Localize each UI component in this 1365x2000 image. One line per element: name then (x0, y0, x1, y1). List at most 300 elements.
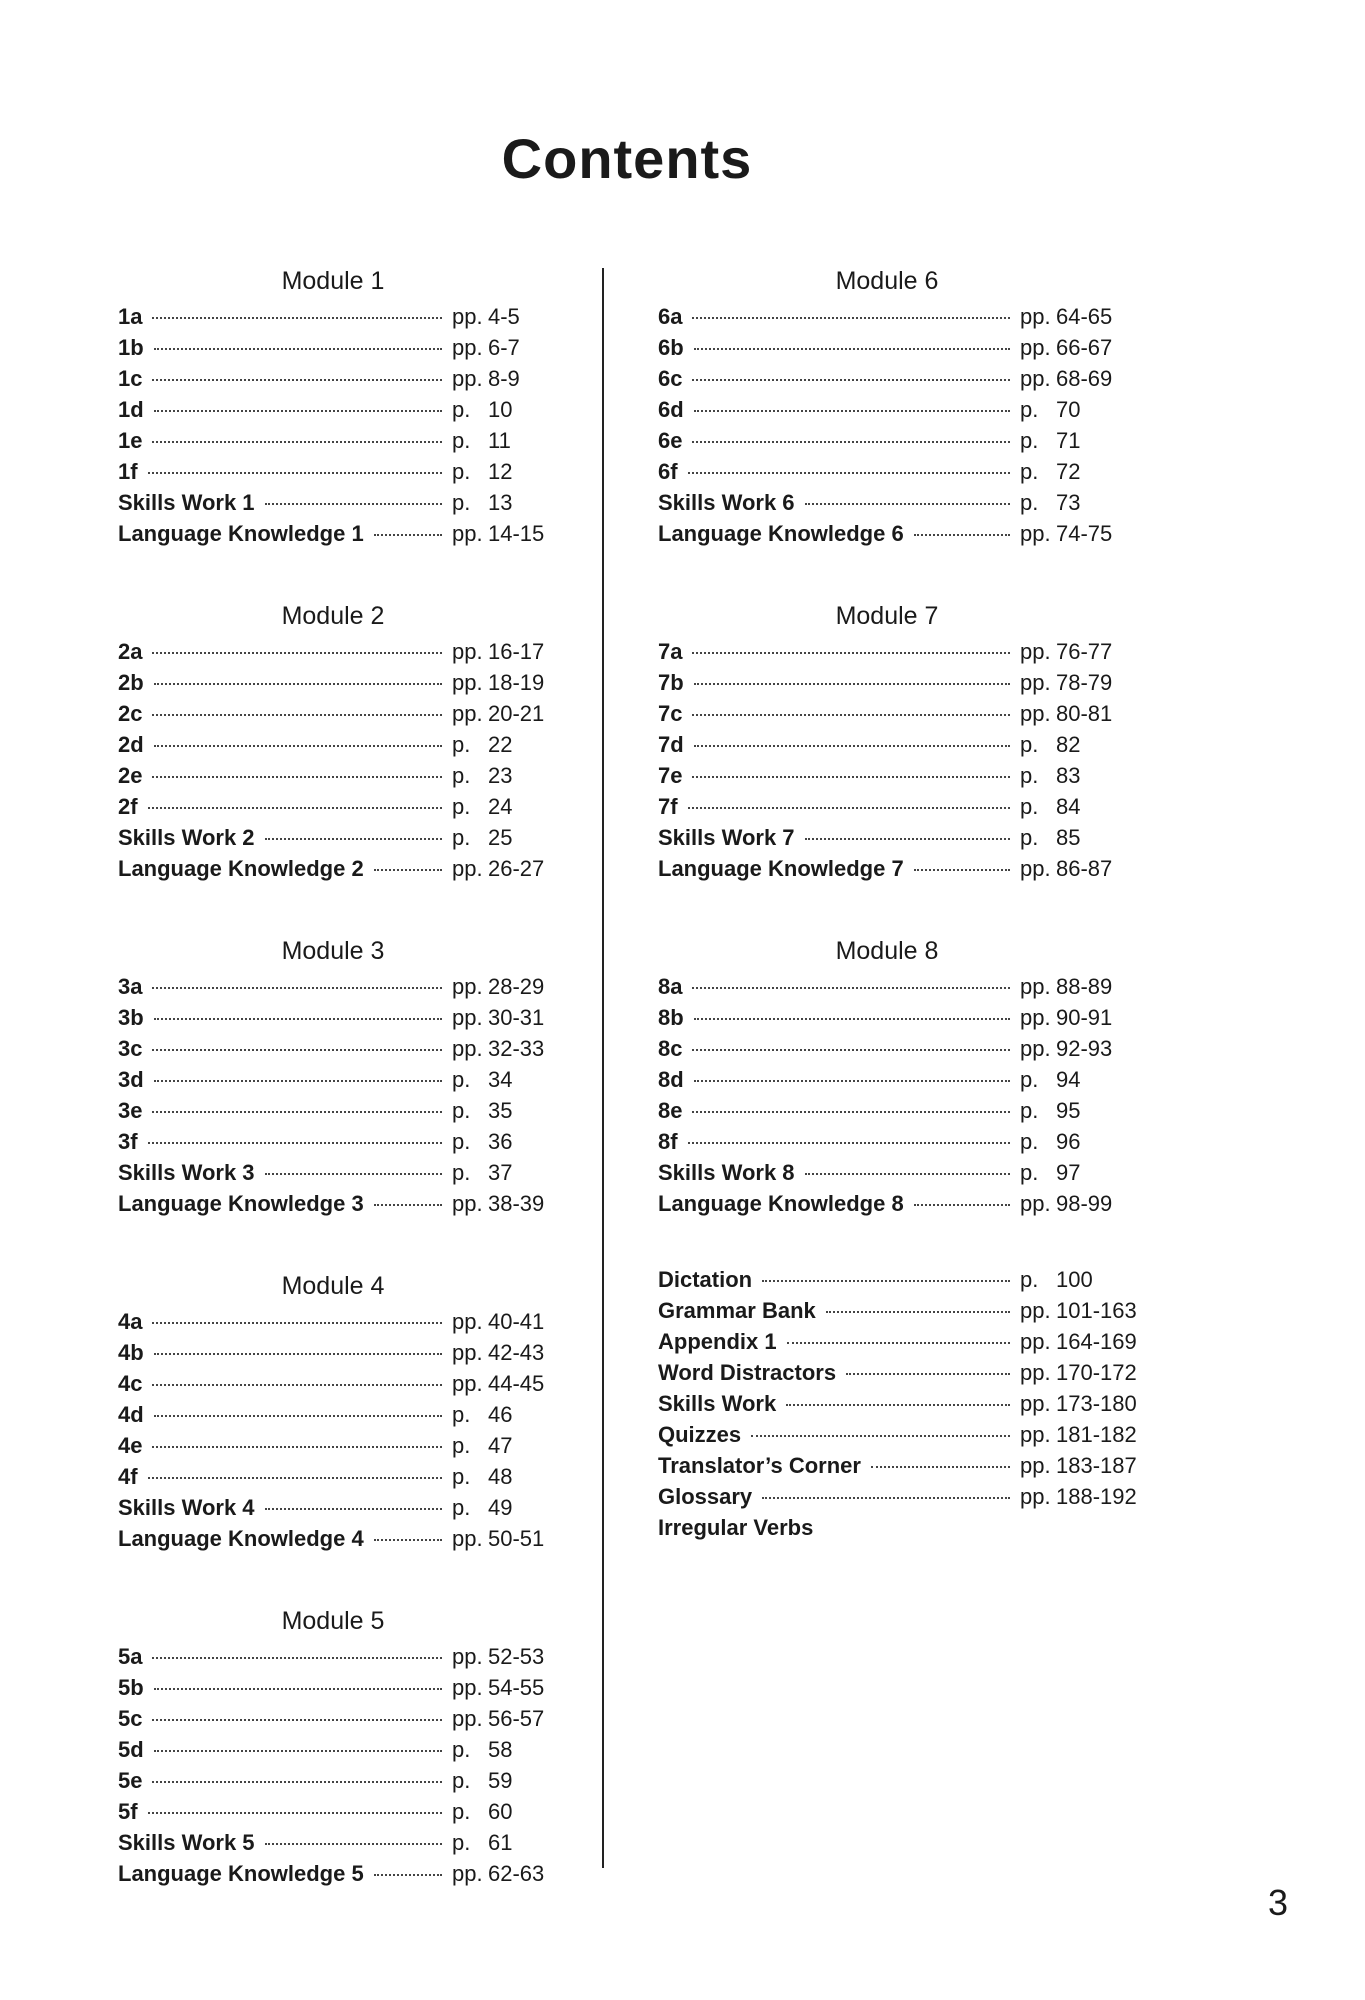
toc-entry[interactable] (118, 1861, 568, 1892)
module-title: Module 2 (281, 602, 385, 630)
entry-label: Language Knowledge 7 (658, 856, 904, 881)
dot-leader (762, 1280, 1010, 1282)
entry-label: 4e (118, 1433, 143, 1458)
entry-label: 3a (118, 974, 143, 999)
dot-leader (692, 987, 1010, 989)
page-range: 66-67 (1056, 335, 1113, 360)
toc-entry[interactable] (118, 701, 568, 732)
entry-label: Word Distractors (658, 1360, 837, 1385)
toc-entry[interactable] (118, 670, 568, 701)
toc-entry[interactable] (658, 1129, 1136, 1160)
toc-entry[interactable] (118, 1191, 568, 1222)
page-prefix: p. (452, 1067, 471, 1092)
page-prefix: pp. (1020, 701, 1051, 726)
page-range: 36 (488, 1129, 513, 1154)
dot-leader (692, 441, 1010, 443)
page-prefix: p. (452, 428, 471, 453)
dot-leader (152, 1049, 442, 1051)
dot-leader (265, 1173, 442, 1175)
entry-label: 4d (118, 1402, 144, 1427)
dot-leader (374, 869, 442, 871)
page-range: 98-99 (1056, 1191, 1113, 1216)
page-range: 181-182 (1056, 1422, 1137, 1447)
dot-leader (374, 534, 442, 536)
dot-leader (374, 1539, 442, 1541)
entry-label: 7f (658, 794, 678, 819)
page-prefix: p. (452, 1768, 471, 1793)
entry-label: 1f (118, 459, 138, 484)
toc-entry[interactable] (118, 856, 568, 887)
page-prefix: pp. (1020, 639, 1051, 664)
toc-entry[interactable] (118, 1644, 568, 1675)
toc-entry[interactable] (658, 1098, 1136, 1129)
toc-entry[interactable] (658, 1191, 1136, 1222)
entry-label: 4a (118, 1309, 143, 1334)
page-prefix: p. (1020, 763, 1039, 788)
toc-entry[interactable] (658, 1453, 1136, 1484)
toc-entry[interactable] (658, 304, 1136, 335)
entry-label: 4c (118, 1371, 143, 1396)
dot-leader (692, 652, 1010, 654)
dot-leader (152, 1719, 442, 1721)
page-range: 60 (488, 1799, 513, 1824)
dot-leader (694, 1080, 1010, 1082)
page-prefix: p. (452, 1830, 471, 1855)
page-range: 188-192 (1056, 1484, 1137, 1509)
entry-label: Skills Work 2 (118, 825, 255, 850)
dot-leader (694, 348, 1010, 350)
module-section (658, 932, 1136, 1222)
dot-leader (154, 745, 442, 747)
dot-leader (374, 1874, 442, 1876)
page-range: 13 (488, 490, 513, 515)
entry-label: Language Knowledge 1 (118, 521, 364, 546)
page-prefix: pp. (452, 974, 483, 999)
page-prefix: pp. (452, 1526, 483, 1551)
entry-label: Language Knowledge 6 (658, 521, 904, 546)
entry-label: Quizzes (658, 1422, 742, 1447)
page-prefix: pp. (452, 1675, 483, 1700)
toc-entry[interactable] (658, 1036, 1136, 1067)
toc-entry[interactable] (118, 1067, 568, 1098)
dot-leader (152, 1322, 442, 1324)
entry-label: 5d (118, 1737, 144, 1762)
dot-leader (152, 776, 442, 778)
page-range: 47 (488, 1433, 513, 1458)
page-prefix: pp. (452, 856, 483, 881)
page-range: 28-29 (488, 974, 545, 999)
page-prefix: pp. (452, 521, 483, 546)
page-prefix: pp. (452, 366, 483, 391)
page-range: 11 (488, 428, 511, 453)
entry-label: Language Knowledge 4 (118, 1526, 364, 1551)
entry-label: 5e (118, 1768, 143, 1793)
toc-entry[interactable] (118, 1098, 568, 1129)
dot-leader (914, 534, 1010, 536)
entry-label: Dictation (658, 1267, 753, 1292)
toc-entry[interactable] (118, 763, 568, 794)
toc-entry[interactable] (118, 1799, 568, 1830)
dot-leader (688, 472, 1010, 474)
dot-leader (692, 317, 1010, 319)
page-range: 38-39 (488, 1191, 545, 1216)
entry-label: Language Knowledge 8 (658, 1191, 904, 1216)
page-prefix: pp. (1020, 304, 1051, 329)
page-range: 100 (1056, 1267, 1093, 1292)
page-prefix: p. (452, 1799, 471, 1824)
page-title: Contents (501, 127, 753, 190)
toc-entry[interactable] (658, 1067, 1136, 1098)
page-prefix: pp. (1020, 670, 1051, 695)
dot-leader (148, 472, 442, 474)
toc-entry[interactable] (118, 459, 568, 490)
dot-leader (148, 1812, 442, 1814)
page-range: 170-172 (1056, 1360, 1137, 1385)
page-range: 86-87 (1056, 856, 1113, 881)
module-section (118, 1267, 568, 1557)
page-prefix: pp. (452, 1706, 483, 1731)
page-range: 12 (488, 459, 513, 484)
toc-entry[interactable] (118, 1464, 568, 1495)
module-section (118, 932, 568, 1222)
page-range: 183-187 (1056, 1453, 1137, 1478)
dot-leader (154, 683, 442, 685)
toc-entry[interactable] (658, 1329, 1136, 1360)
page-range: 14-15 (488, 521, 545, 546)
dot-leader (152, 1111, 442, 1113)
entry-label: 2c (118, 701, 143, 726)
dot-leader (692, 1111, 1010, 1113)
page-prefix: pp. (452, 335, 483, 360)
dot-leader (786, 1404, 1010, 1406)
page-range: 18-19 (488, 670, 545, 695)
page-range: 90-91 (1056, 1005, 1113, 1030)
page-prefix: pp. (452, 1861, 483, 1886)
toc-entry[interactable] (118, 490, 568, 521)
entry-label: 6e (658, 428, 683, 453)
toc-entry[interactable] (658, 335, 1136, 366)
page-prefix: p. (452, 1098, 471, 1123)
entry-label: 7b (658, 670, 684, 695)
toc-entry[interactable] (658, 1005, 1136, 1036)
dot-leader (694, 1018, 1010, 1020)
dot-leader (265, 1508, 442, 1510)
toc-entry[interactable] (118, 1675, 568, 1706)
entry-label: 1d (118, 397, 144, 422)
page-range: 10 (488, 397, 513, 422)
toc-entry[interactable] (118, 1036, 568, 1067)
toc-entry[interactable] (658, 732, 1136, 763)
module-title: Module 1 (281, 267, 385, 295)
toc-entry[interactable] (118, 1340, 568, 1371)
page-prefix: p. (452, 1402, 471, 1427)
toc-entry[interactable] (658, 670, 1136, 701)
page-prefix: p. (452, 732, 471, 757)
toc-entry[interactable] (118, 794, 568, 825)
toc-entry[interactable] (658, 397, 1136, 428)
toc-entry[interactable] (118, 1005, 568, 1036)
entry-label: 7d (658, 732, 684, 757)
entry-label: 5b (118, 1675, 144, 1700)
dot-leader (688, 1142, 1010, 1144)
toc-entry[interactable] (658, 763, 1136, 794)
module-section (118, 1602, 568, 1892)
toc-entry[interactable] (118, 1830, 568, 1861)
page-prefix: p. (452, 1433, 471, 1458)
entry-label: Skills Work 8 (658, 1160, 795, 1185)
dot-leader (148, 807, 442, 809)
toc-entry[interactable] (658, 701, 1136, 732)
dot-leader (846, 1373, 1010, 1375)
toc-entry[interactable] (118, 825, 568, 856)
toc-entry[interactable] (658, 1391, 1136, 1422)
page-prefix: p. (452, 1495, 471, 1520)
toc-entry[interactable] (118, 1371, 568, 1402)
toc-entry[interactable] (658, 490, 1136, 521)
page-prefix: p. (452, 825, 471, 850)
module-section (118, 597, 568, 887)
entry-label: 1a (118, 304, 143, 329)
page-prefix: p. (1020, 1267, 1039, 1292)
toc-entry[interactable] (118, 732, 568, 763)
entry-label: 6c (658, 366, 683, 391)
toc-entry[interactable] (658, 1515, 1136, 1546)
toc-entry[interactable] (118, 428, 568, 459)
module-title: Module 7 (835, 602, 939, 630)
entry-label: 5a (118, 1644, 143, 1669)
page-prefix: pp. (1020, 521, 1051, 546)
page-range: 94 (1056, 1067, 1081, 1092)
dot-leader (692, 776, 1010, 778)
dot-leader (154, 1415, 442, 1417)
page-range: 6-7 (488, 335, 520, 360)
dot-leader (692, 714, 1010, 716)
page-prefix: pp. (1020, 1360, 1051, 1385)
entry-label: Language Knowledge 2 (118, 856, 364, 881)
toc-entry[interactable] (118, 1402, 568, 1433)
toc-entry[interactable] (658, 366, 1136, 397)
page-prefix: pp. (452, 1005, 483, 1030)
entry-label: 1b (118, 335, 144, 360)
toc-entry[interactable] (118, 1433, 568, 1464)
page-range: 48 (488, 1464, 513, 1489)
entry-label: 3f (118, 1129, 138, 1154)
page-range: 16-17 (488, 639, 545, 664)
page-prefix: pp. (1020, 856, 1051, 881)
dot-leader (692, 1049, 1010, 1051)
entry-label: Skills Work 3 (118, 1160, 255, 1185)
toc-entry[interactable] (118, 1526, 568, 1557)
page-prefix: p. (452, 459, 471, 484)
entry-label: 2f (118, 794, 138, 819)
page-prefix: pp. (452, 1036, 483, 1061)
page-range: 72 (1056, 459, 1081, 484)
dot-leader (152, 652, 442, 654)
page-range: 85 (1056, 825, 1081, 850)
dot-leader (152, 1781, 442, 1783)
page-prefix: pp. (1020, 335, 1051, 360)
toc-entry[interactable] (658, 639, 1136, 670)
page-range: 173-180 (1056, 1391, 1137, 1416)
toc-entry[interactable] (118, 1768, 568, 1799)
page-prefix: p. (1020, 825, 1039, 850)
page-prefix: pp. (1020, 366, 1051, 391)
entry-label: Skills Work (658, 1391, 777, 1416)
toc-entry[interactable] (658, 428, 1136, 459)
page-range: 54-55 (488, 1675, 545, 1700)
toc-entry[interactable] (118, 366, 568, 397)
toc-entry[interactable] (658, 459, 1136, 490)
toc-entry[interactable] (658, 974, 1136, 1005)
page-range: 40-41 (488, 1309, 545, 1334)
toc-entry[interactable] (118, 1160, 568, 1191)
page-prefix: pp. (1020, 1484, 1051, 1509)
dot-leader (154, 410, 442, 412)
dot-leader (805, 1173, 1010, 1175)
entry-label: Skills Work 4 (118, 1495, 255, 1520)
toc-entry[interactable] (658, 1298, 1136, 1329)
toc-entry[interactable] (118, 397, 568, 428)
page-prefix: p. (1020, 397, 1039, 422)
page-prefix: pp. (452, 670, 483, 695)
page-prefix: pp. (452, 1309, 483, 1334)
entry-label: 4b (118, 1340, 144, 1365)
page-range: 76-77 (1056, 639, 1113, 664)
page-range: 42-43 (488, 1340, 545, 1365)
entry-label: Language Knowledge 3 (118, 1191, 364, 1216)
entry-label: 8f (658, 1129, 678, 1154)
dot-leader (374, 1204, 442, 1206)
page-range: 58 (488, 1737, 513, 1762)
page-prefix: pp. (1020, 1036, 1051, 1061)
toc-entry[interactable] (118, 639, 568, 670)
dot-leader (154, 1750, 442, 1752)
toc-entry[interactable] (658, 1267, 1136, 1298)
dot-leader (914, 869, 1010, 871)
dot-leader (265, 1843, 442, 1845)
page-range: 82 (1056, 732, 1081, 757)
module-section (658, 262, 1136, 552)
page-range: 84 (1056, 794, 1081, 819)
module-title: Module 4 (281, 1272, 385, 1300)
page-range: 74-75 (1056, 521, 1113, 546)
page-prefix: pp. (1020, 1453, 1051, 1478)
dot-leader (152, 987, 442, 989)
entry-label: Skills Work 6 (658, 490, 795, 515)
toc-entry[interactable] (118, 1495, 568, 1526)
toc-entry[interactable] (658, 825, 1136, 856)
page-number: 3 (1268, 1882, 1289, 1923)
page-prefix: p. (1020, 1098, 1039, 1123)
page-range: 35 (488, 1098, 513, 1123)
dot-leader (154, 1080, 442, 1082)
toc-entry[interactable] (118, 304, 568, 335)
toc-entry[interactable] (118, 974, 568, 1005)
toc-entry[interactable] (118, 335, 568, 366)
page-prefix: p. (452, 1737, 471, 1762)
page-prefix: pp. (452, 1644, 483, 1669)
toc-entry[interactable] (118, 521, 568, 552)
page-range: 24 (488, 794, 513, 819)
entry-label: 7c (658, 701, 683, 726)
page-prefix: p. (1020, 459, 1039, 484)
page-prefix: pp. (452, 639, 483, 664)
toc-entry[interactable] (118, 1706, 568, 1737)
toc-entry[interactable] (658, 1422, 1136, 1453)
entry-label: 5c (118, 1706, 143, 1731)
page-range: 88-89 (1056, 974, 1113, 999)
page-prefix: pp. (1020, 1422, 1051, 1447)
toc-entry[interactable] (658, 856, 1136, 887)
dot-leader (694, 745, 1010, 747)
toc-entry[interactable] (118, 1737, 568, 1768)
module-title: Module 8 (835, 937, 939, 965)
entry-label: Skills Work 1 (118, 490, 255, 515)
toc-entry[interactable] (658, 794, 1136, 825)
page-prefix: p. (452, 1160, 471, 1185)
dot-leader (805, 503, 1010, 505)
page-prefix: pp. (1020, 1191, 1051, 1216)
toc-entry[interactable] (658, 1160, 1136, 1191)
page-prefix: p. (452, 794, 471, 819)
toc-entry[interactable] (118, 1309, 568, 1340)
dot-leader (805, 838, 1010, 840)
page-prefix: p. (1020, 1160, 1039, 1185)
entry-label: 3d (118, 1067, 144, 1092)
left-column (118, 262, 568, 1937)
entry-label: 8c (658, 1036, 683, 1061)
page-prefix: p. (1020, 732, 1039, 757)
toc-entry[interactable] (658, 521, 1136, 552)
entry-label: 4f (118, 1464, 138, 1489)
dot-leader (152, 379, 442, 381)
page-range: 44-45 (488, 1371, 545, 1396)
entry-label: 6b (658, 335, 684, 360)
toc-entry[interactable] (658, 1360, 1136, 1391)
page-range: 50-51 (488, 1526, 545, 1551)
entry-label: 6a (658, 304, 683, 329)
page-prefix: p. (452, 397, 471, 422)
page-prefix: pp. (452, 1191, 483, 1216)
column-divider (602, 268, 604, 1868)
page-range: 83 (1056, 763, 1081, 788)
toc-entry[interactable] (658, 1484, 1136, 1515)
page-range: 30-31 (488, 1005, 545, 1030)
page-prefix: pp. (452, 701, 483, 726)
page-range: 68-69 (1056, 366, 1113, 391)
entry-label: 3e (118, 1098, 143, 1123)
entry-label: Appendix 1 (658, 1329, 777, 1354)
dot-leader (688, 807, 1010, 809)
dot-leader (152, 1446, 442, 1448)
dot-leader (265, 503, 442, 505)
dot-leader (914, 1204, 1010, 1206)
page-prefix: p. (452, 1464, 471, 1489)
page-prefix: p. (452, 490, 471, 515)
page-range: 49 (488, 1495, 513, 1520)
entry-label: Irregular Verbs (658, 1515, 814, 1540)
page-range: 78-79 (1056, 670, 1113, 695)
page-range: 20-21 (488, 701, 545, 726)
page-range: 59 (488, 1768, 513, 1793)
toc-entry[interactable] (118, 1129, 568, 1160)
page-range: 97 (1056, 1160, 1081, 1185)
page-range: 64-65 (1056, 304, 1113, 329)
module-title: Module 5 (281, 1607, 385, 1635)
page-range: 46 (488, 1402, 513, 1427)
entry-label: Language Knowledge 5 (118, 1861, 364, 1886)
module-section (658, 597, 1136, 887)
